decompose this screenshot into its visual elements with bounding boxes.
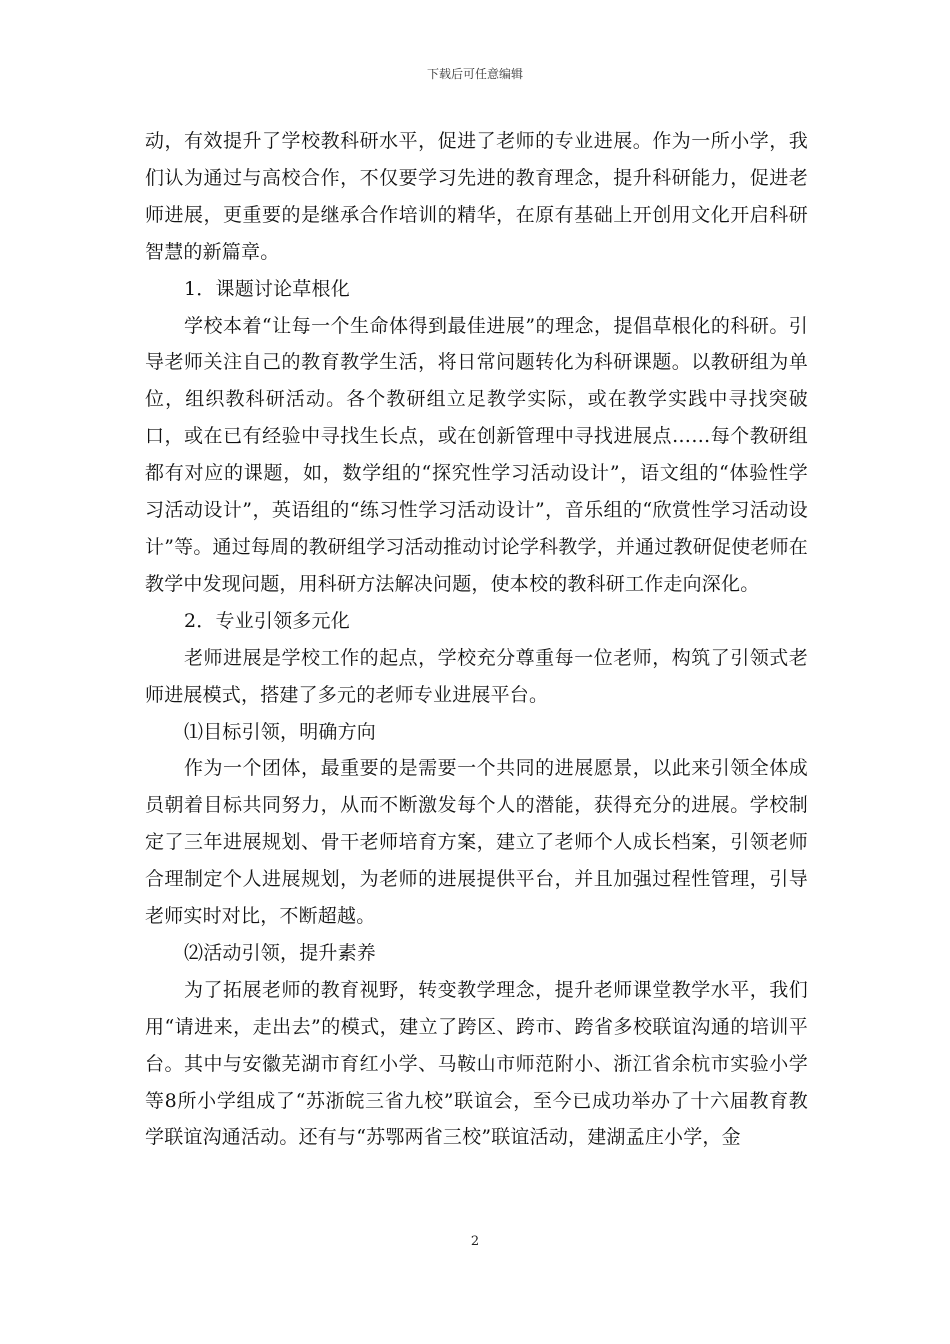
paragraph-goal-guidance: 作为一个团体，最重要的是需要一个共同的进展愿景，以此来引领全体成员朝着目标共同努力，从而不断激发每个人的潜能，获得充分的进展。学校制定了三年进展规划、骨干老师培育方案，建立了老师个人成长档案，引领老师合理制定个人进展规划，为老师的进展提供平台，并且加强过程性管理，引导老师实时对比，不断超越。 (145, 757, 808, 928)
page-header: 下载后可任意编辑 (426, 67, 523, 81)
section-heading-2: 2．专业引领多元化 (184, 609, 350, 632)
page-number: 2 (470, 1234, 480, 1249)
paragraph-continuation: 动，有效提升了学校教科研水平，促进了老师的专业进展。作为一所小学，我们认为通过与高校合作，不仅要学习先进的教育理念，提升科研能力，促进老师进展，更重要的是继承合作培训的精华，在原有基础上开创用文化开启科研智慧的新篇章。 (145, 130, 808, 263)
paragraph-research-grassroots: 学校本着“让每一个生命体得到最佳进展”的理念，提倡草根化的科研。引导老师关注自己的教育教学生活，将日常问题转化为科研课题。以教研组为单位，组织教科研活动。各个教研组立足教学实际，或在教学实践中寻找突破口，或在已有经验中寻找生长点，或在创新管理中寻找进展点……每个教研组都有对应的课题，如，数学组的“探究性学习活动设计”，语文组的“体验性学习活动设计”，英语组的“练习性学习活动设计”，音乐组的“欣赏性学习活动设计”等。通过每周的教研组学习活动推动讨论学科教学，并通过教研促使老师在教学中发现问题，用科研方法解决问题，使本校的教科研工作走向深化。 (145, 314, 808, 595)
paragraph-teacher-development: 老师进展是学校工作的起点，学校充分尊重每一位老师，构筑了引领式老师进展模式，搭建了多元的老师专业进展平台。 (145, 646, 808, 706)
section-heading-1: 1．课题讨论草根化 (184, 277, 350, 300)
subsection-heading-1: ⑴目标引领，明确方向 (184, 720, 377, 743)
document-body (145, 123, 808, 1156)
subsection-heading-2: ⑵活动引领，提升素养 (184, 941, 377, 964)
paragraph-activity-guidance: 为了拓展老师的教育视野，转变教学理念，提升老师课堂教学水平，我们用“请进来，走出去”的模式，建立了跨区、跨市、跨省多校联谊沟通的培训平台。其中与安徽芜湖市育红小学、马鞍山市师范附小、浙江省余杭市实验小学等8所小学组成了“苏浙皖三省九校”联谊会，至今已成功举办了十六届教育教学联谊沟通活动。还有与“苏鄂两省三校”联谊活动，建湖孟庄小学，金 (145, 978, 808, 1149)
